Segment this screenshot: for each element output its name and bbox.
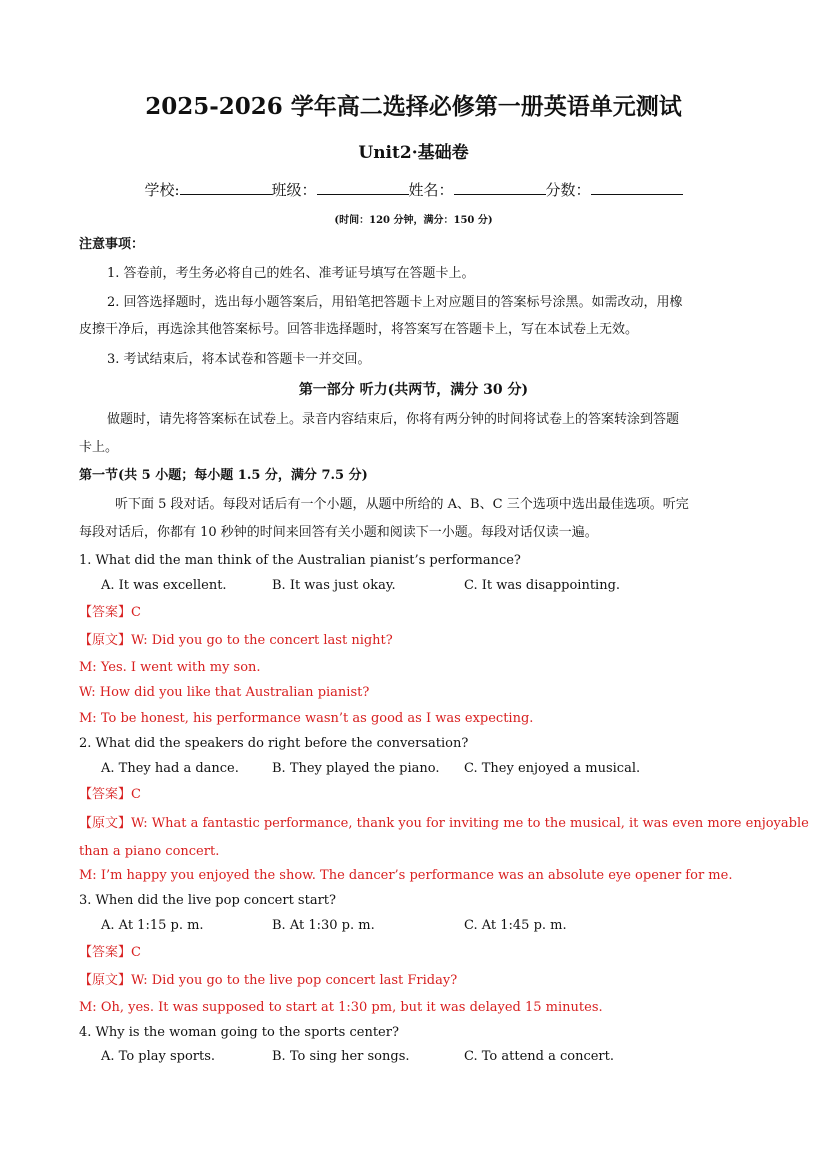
answer-tag: 【答案】 [79, 945, 132, 960]
q2-script-line: 【原文】W: What a fantastic performance, thank you for inviting me to the musical, it was even more enjoyable [79, 816, 809, 831]
section1-intro-cont: 每段对话后，你都有 10 秒钟的时间来回答有关小题和阅读下一小题。每段对话仅读一遍。 [79, 525, 598, 540]
q2-answer [79, 786, 748, 804]
part1-heading: 第一部分 听力(共两节，满分 30 分) [298, 382, 529, 398]
answer-tag: 【答案】 [79, 605, 132, 620]
answer-value: C [131, 605, 141, 620]
exam-subtitle: Unit2·基础卷 [358, 143, 469, 163]
question-3: 3. When did the live pop concert start? [79, 893, 336, 908]
note-item: 2. 回答选择题时，选出每小题答案后，用铅笔把答题卡上对应题目的答案标号涂黑。如需改动，用橡 [107, 295, 683, 310]
q2-script-line: M: I’m happy you enjoyed the show. The dancer’s performance was an absolute eye opener for me. [79, 868, 733, 883]
note-item: 1. 答卷前，考生务必将自己的姓名、准考证号填写在答题卡上。 [107, 266, 475, 281]
note-item: 皮擦干净后，再选涂其他答案标号。回答非选择题时，将答案写在答题卡上，写在本试卷上无效。 [79, 322, 639, 337]
q1-script-line: 【原文】W: Did you go to the concert last night? [79, 633, 393, 648]
class-blank[interactable] [317, 180, 409, 195]
note-item: 3. 考试结束后，将本试卷和答题卡一并交回。 [107, 352, 371, 367]
question-2: 2. What did the speakers do right before the conversation? [79, 736, 469, 751]
q1-script-line: M: Yes. I went with my son. [79, 660, 261, 675]
q1-script-line: M: To be honest, his performance wasn’t as good as I was expecting. [79, 711, 534, 726]
part1-intro: 做题时，请先将答案标在试卷上。录音内容结束后，你将有两分钟的时间将试卷上的答案转涂到答题 [107, 412, 680, 427]
script-tag: 【原文】 [79, 973, 132, 988]
q2-option-b[interactable]: B. They played the piano. [272, 761, 440, 776]
answer-value: C [131, 787, 141, 802]
q2-option-c[interactable]: C. They enjoyed a musical. [464, 761, 641, 776]
score-blank[interactable] [591, 180, 683, 195]
q1-option-b[interactable]: B. It was just okay. [272, 578, 396, 593]
q1-option-c[interactable]: C. It was disappointing. [464, 578, 621, 593]
q4-option-a[interactable]: A. To play sports. [101, 1049, 216, 1064]
script-tag: 【原文】 [79, 816, 132, 831]
q3-script-line: 【原文】W: Did you go to the live pop concert last Friday? [79, 973, 458, 988]
q3-script-line: M: Oh, yes. It was supposed to start at 1:30 pm, but it was delayed 15 minutes. [79, 1000, 603, 1015]
q3-answer [79, 944, 748, 962]
q3-option-a[interactable]: A. At 1:15 p. m. [101, 918, 204, 933]
score-label: 分数： [545, 181, 591, 199]
notes-heading: 注意事项： [79, 237, 145, 252]
q1-option-a[interactable]: A. It was excellent. [101, 578, 227, 593]
student-info-row [0, 180, 827, 200]
name-blank[interactable] [454, 180, 546, 195]
answer-tag: 【答案】 [79, 787, 132, 802]
q3-option-c[interactable]: C. At 1:45 p. m. [464, 918, 567, 933]
class-label: 班级： [271, 181, 317, 199]
q2-option-a[interactable]: A. They had a dance. [101, 761, 239, 776]
school-label: 学校: [144, 181, 180, 199]
part1-intro-cont: 卡上。 [79, 440, 119, 455]
q2-script-line: than a piano concert. [79, 844, 220, 859]
script-tag: 【原文】 [79, 633, 132, 648]
question-4: 4. Why is the woman going to the sports center? [79, 1025, 399, 1040]
q4-option-c[interactable]: C. To attend a concert. [464, 1049, 614, 1064]
q4-option-b[interactable]: B. To sing her songs. [272, 1049, 410, 1064]
school-blank[interactable] [180, 180, 272, 195]
question-1: 1. What did the man think of the Australian pianist’s performance? [79, 553, 521, 568]
q3-option-b[interactable]: B. At 1:30 p. m. [272, 918, 375, 933]
exam-title: 2025-2026 学年高二选择必修第一册英语单元测试 [145, 93, 682, 120]
q1-script-line: W: How did you like that Australian pianist? [79, 685, 370, 700]
answer-value: C [131, 945, 141, 960]
section1-heading: 第一节(共 5 小题；每小题 1.5 分，满分 7.5 分) [79, 468, 368, 483]
section1-intro: 听下面 5 段对话。每段对话后有一个小题，从题中所给的 A、B、C 三个选项中选出最佳选项。听完 [115, 497, 689, 512]
name-label: 姓名： [408, 181, 454, 199]
time-note: (时间：120 分钟，满分：150 分) [334, 215, 493, 226]
q1-answer [79, 604, 748, 622]
